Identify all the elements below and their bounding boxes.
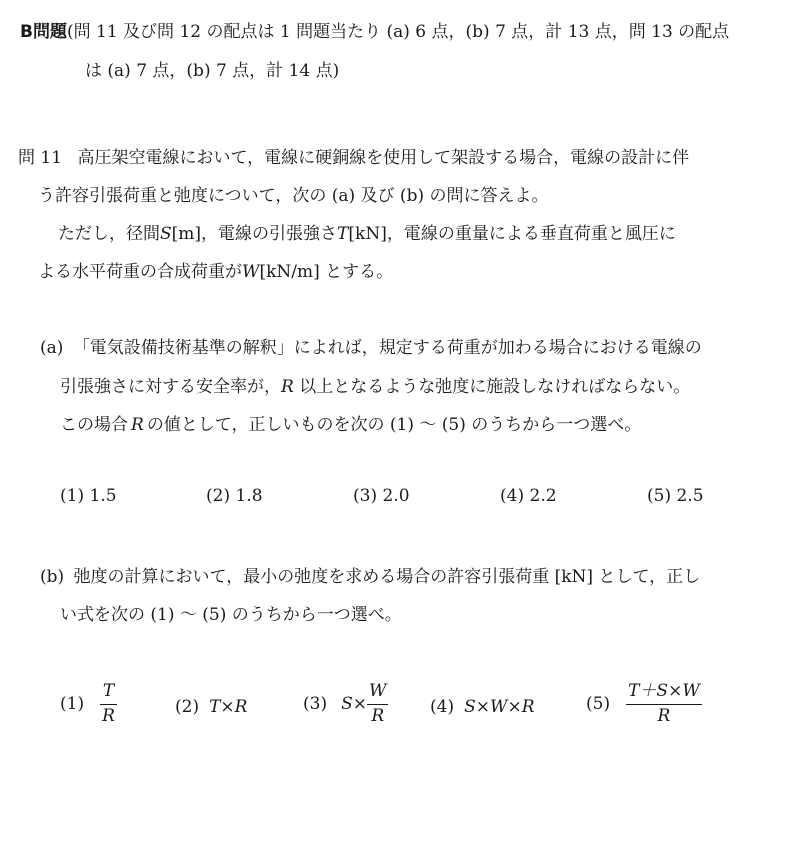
part-b-label: (b): [40, 567, 65, 587]
question-stem-line1: [18, 143, 689, 168]
condition-line1: [58, 219, 676, 244]
choice-number: (1): [60, 486, 85, 506]
formula: T×R: [209, 697, 248, 717]
stem-text-1: 高圧架空電線において，電線に硬銅線を使用して架設する場合，電線の設計に伴: [77, 148, 690, 168]
choice-number: (2): [206, 486, 231, 506]
choice-b-2[interactable]: [175, 682, 247, 732]
var-S: S: [160, 224, 172, 244]
part-a-text-3a: この場合: [60, 415, 128, 435]
score-note-line2: は (a) 7 点，(b) 7 点，計 14 点): [85, 61, 340, 81]
cond-text-d: よる水平荷重の合成荷重が: [38, 262, 242, 282]
choice-value: 2.0: [382, 486, 410, 506]
fraction-bar: [100, 704, 117, 705]
part-a-text-3b: の値として，正しいものを次の (1) ～ (5) のうちから一つ選べ。: [146, 415, 642, 435]
choice-number: (3): [353, 486, 378, 506]
choice-number: (4): [430, 697, 455, 717]
cond-text-b: [m]，電線の引張強さ: [171, 224, 338, 244]
choice-value: 1.8: [235, 486, 263, 506]
var-T: T: [337, 224, 349, 244]
fraction-bar: [626, 704, 702, 705]
choice-a-2[interactable]: [206, 486, 263, 506]
choice-value: 2.5: [676, 486, 704, 506]
choice-b-5[interactable]: [586, 682, 702, 726]
choice-value: 1.5: [89, 486, 117, 506]
question-stem-line2: う許容引張荷重と弛度について，次の (a) 及び (b) の問に答えよ。: [38, 186, 549, 206]
choice-number: (3): [303, 694, 328, 715]
section-label: B問題: [20, 22, 67, 42]
choice-number: (4): [500, 486, 525, 506]
part-b-line1: [40, 562, 700, 587]
score-header: [20, 17, 729, 42]
cond-text-c: [kN]，電線の重量による垂直荷重と風圧に: [348, 224, 676, 244]
formula: S×W×R: [464, 697, 535, 717]
numerator: W: [368, 681, 387, 701]
choice-value: 2.2: [529, 486, 557, 506]
cond-text-a: ただし，径間: [58, 224, 160, 244]
var-R: R: [131, 415, 144, 435]
part-b-text-1: 弛度の計算において，最小の弛度を求める場合の許容引張荷重 [kN] として，正し: [73, 567, 701, 587]
numerator: T＋S×W: [628, 681, 700, 701]
part-b-line2: い式を次の (1) ～ (5) のうちから一つ選べ。: [60, 605, 402, 625]
formula-prefix: S×: [341, 694, 367, 715]
choice-number: (5): [647, 486, 672, 506]
question-number: 問 11: [18, 148, 63, 168]
choice-number: (2): [175, 697, 200, 717]
choice-b-1[interactable]: [60, 682, 117, 726]
var-R: R: [281, 377, 294, 397]
denominator: R: [102, 705, 115, 726]
part-a-line2: [60, 372, 690, 397]
choice-number: (5): [586, 694, 611, 715]
fraction: [367, 682, 388, 726]
choice-a-1[interactable]: [60, 486, 117, 506]
choice-a-5[interactable]: [647, 486, 704, 506]
score-note-line1: (問 11 及び問 12 の配点は 1 問題当たり (a) 6 点，(b) 7 点，計 13 点，問 13 の配点: [66, 22, 730, 42]
var-W: W: [242, 262, 260, 282]
numerator: T: [102, 681, 115, 701]
choice-b-4[interactable]: [430, 682, 535, 732]
fraction-bar: [367, 704, 388, 705]
part-a-label: (a): [40, 338, 64, 358]
choice-a-4[interactable]: [500, 486, 557, 506]
part-a-line1: [40, 333, 702, 358]
part-a-text-1: 「電気設備技術基準の解釈」によれば，規定する荷重が加わる場合における電線の: [72, 338, 702, 358]
denominator: R: [657, 705, 671, 726]
fraction: [100, 682, 117, 726]
choice-number: (1): [60, 694, 85, 715]
part-a-text-2a: 引張強さに対する安全率が，: [60, 377, 281, 397]
choice-a-3[interactable]: [353, 486, 410, 506]
fraction: [626, 682, 702, 726]
part-a-line3: [60, 410, 641, 435]
part-a-text-2b: 以上となるような弛度に施設しなければならない。: [293, 377, 691, 397]
choice-b-3[interactable]: [303, 682, 388, 726]
condition-line2: [38, 257, 393, 282]
cond-text-e: [kN/m] とする。: [259, 262, 394, 282]
denominator: R: [371, 705, 385, 726]
